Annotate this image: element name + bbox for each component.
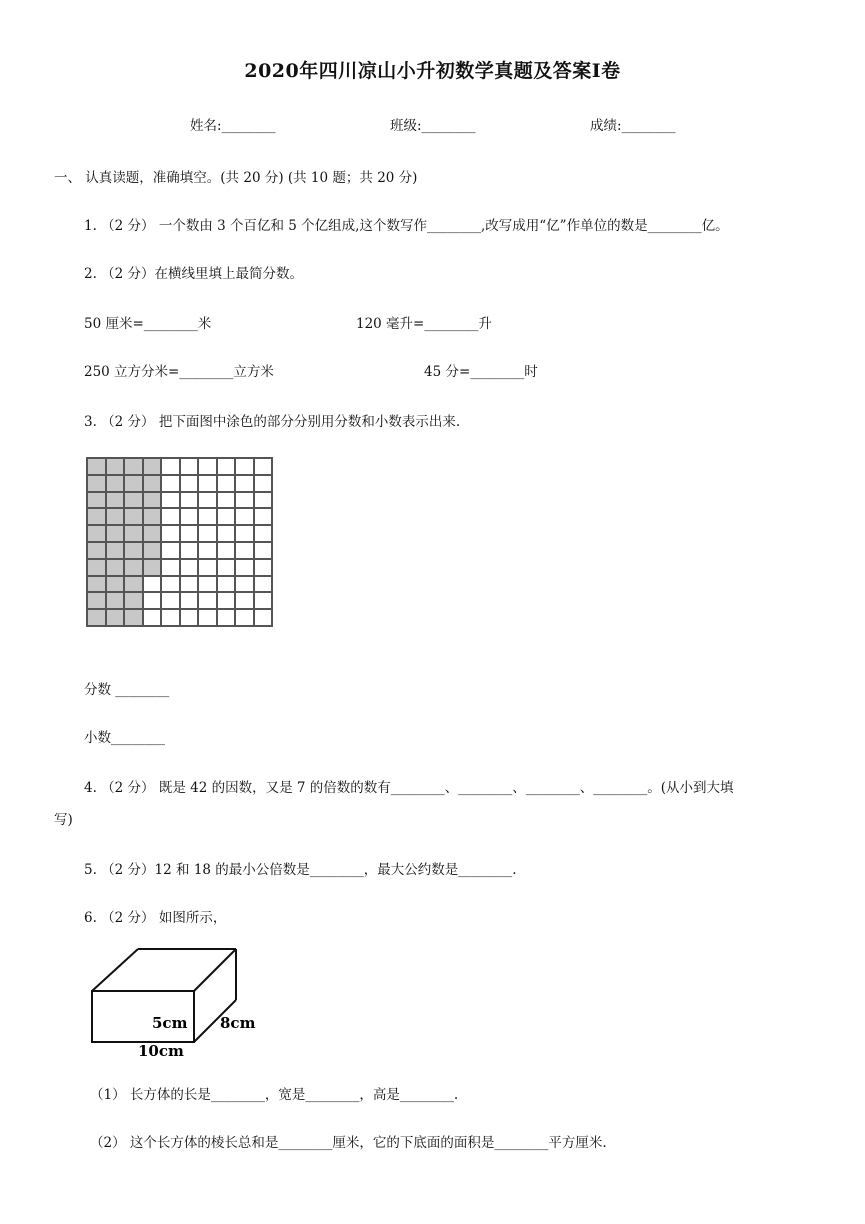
grid-row bbox=[87, 492, 272, 509]
grid-cell bbox=[161, 492, 180, 509]
grid-cell bbox=[254, 508, 273, 525]
grid-cell-shaded bbox=[87, 542, 106, 559]
grid-row bbox=[87, 576, 272, 593]
grid-cell bbox=[217, 592, 236, 609]
grid-cell bbox=[254, 576, 273, 593]
grid-row bbox=[87, 458, 272, 475]
question-2-stem: 2. （2 分）在横线里填上最简分数。 bbox=[84, 266, 304, 282]
grid-cell-shaded bbox=[106, 542, 125, 559]
grid-cell-shaded bbox=[124, 559, 143, 576]
grid-cell bbox=[198, 559, 217, 576]
grid-cell-shaded bbox=[143, 559, 162, 576]
grid-cell-shaded bbox=[106, 525, 125, 542]
grid-cell-shaded bbox=[87, 475, 106, 492]
grid-cell-shaded bbox=[124, 542, 143, 559]
grid-cell bbox=[217, 508, 236, 525]
width-label: 8cm bbox=[220, 1014, 256, 1032]
grid-cell bbox=[235, 592, 254, 609]
grid-cell bbox=[217, 559, 236, 576]
grid-cell bbox=[143, 592, 162, 609]
question-2-b: 120 毫升=________升 bbox=[356, 316, 492, 332]
grid-cell-shaded bbox=[124, 525, 143, 542]
grid-cell-shaded bbox=[124, 458, 143, 475]
grid-cell-shaded bbox=[87, 492, 106, 509]
grid-cell-shaded bbox=[106, 576, 125, 593]
grid-cell bbox=[180, 508, 199, 525]
grid-cell bbox=[143, 609, 162, 626]
hundred-grid-figure bbox=[86, 457, 273, 627]
grid-cell bbox=[180, 592, 199, 609]
grid-cell bbox=[235, 559, 254, 576]
question-1: 1. （2 分） 一个数由 3 个百亿和 5 个亿组成,这个数写作________,改写成用“亿”作单位的数是________亿。 bbox=[84, 218, 729, 234]
grid-cell-shaded bbox=[143, 508, 162, 525]
page-title: 2020年四川凉山小升初数学真题及答案Ⅰ卷 bbox=[244, 60, 621, 82]
grid-cell bbox=[198, 475, 217, 492]
grid-cell bbox=[161, 508, 180, 525]
grid-cell bbox=[143, 576, 162, 593]
grid-cell-shaded bbox=[124, 609, 143, 626]
name-field: 姓名:________ bbox=[190, 118, 276, 134]
grid-row bbox=[87, 592, 272, 609]
grid-cell-shaded bbox=[124, 592, 143, 609]
grid-cell bbox=[254, 525, 273, 542]
grid-cell bbox=[198, 592, 217, 609]
grid-cell-shaded bbox=[87, 559, 106, 576]
grid-cell bbox=[217, 525, 236, 542]
grid-cell-shaded bbox=[106, 492, 125, 509]
grid-cell bbox=[217, 542, 236, 559]
grid-cell-shaded bbox=[87, 458, 106, 475]
grid-cell bbox=[235, 609, 254, 626]
grid-cell bbox=[217, 609, 236, 626]
grid-cell bbox=[235, 475, 254, 492]
grid-cell bbox=[180, 475, 199, 492]
grid-cell bbox=[180, 609, 199, 626]
question-4-line1: 4. （2 分） 既是 42 的因数，又是 7 的倍数的数有________、________、________、________。(从小到大填 bbox=[84, 780, 734, 796]
grid-cell bbox=[161, 592, 180, 609]
question-2-c: 250 立方分米=________立方米 bbox=[84, 364, 274, 380]
grid-cell bbox=[198, 525, 217, 542]
grid-row bbox=[87, 542, 272, 559]
grid-cell bbox=[198, 542, 217, 559]
grid-cell bbox=[254, 609, 273, 626]
grid-cell bbox=[235, 508, 254, 525]
grid-cell bbox=[198, 609, 217, 626]
question-2-a: 50 厘米=________米 bbox=[84, 316, 212, 332]
grid-cell bbox=[235, 576, 254, 593]
score-field: 成绩:________ bbox=[590, 118, 676, 134]
grid-row bbox=[87, 475, 272, 492]
grid-row bbox=[87, 525, 272, 542]
grid-cell bbox=[180, 542, 199, 559]
question-5: 5. （2 分）12 和 18 的最小公倍数是________，最大公约数是________. bbox=[84, 862, 517, 878]
grid-cell-shaded bbox=[143, 458, 162, 475]
cuboid-edge bbox=[92, 949, 138, 991]
question-3-decimal: 小数________ bbox=[84, 730, 165, 746]
grid-cell bbox=[198, 492, 217, 509]
grid-cell bbox=[235, 525, 254, 542]
grid-cell bbox=[217, 475, 236, 492]
grid-cell bbox=[161, 576, 180, 593]
grid-cell-shaded bbox=[106, 559, 125, 576]
height-label: 5cm bbox=[152, 1014, 188, 1032]
grid-cell-shaded bbox=[87, 592, 106, 609]
cuboid-edge bbox=[194, 949, 236, 991]
grid-cell bbox=[254, 458, 273, 475]
grid-cell bbox=[161, 559, 180, 576]
question-6-sub2: （2） 这个长方体的棱长总和是________厘米，它的下底面的面积是________平方厘米. bbox=[90, 1135, 607, 1151]
grid-cell bbox=[161, 542, 180, 559]
grid-row bbox=[87, 559, 272, 576]
grid-cell-shaded bbox=[124, 508, 143, 525]
grid-cell bbox=[217, 492, 236, 509]
question-6-sub1: （1） 长方体的长是________，宽是________，高是________. bbox=[90, 1087, 459, 1103]
grid-cell-shaded bbox=[87, 508, 106, 525]
grid-cell-shaded bbox=[124, 475, 143, 492]
grid-cell-shaded bbox=[143, 492, 162, 509]
grid-cell bbox=[161, 525, 180, 542]
grid-row bbox=[87, 508, 272, 525]
grid-cell bbox=[180, 576, 199, 593]
grid-cell-shaded bbox=[106, 458, 125, 475]
grid-cell bbox=[217, 576, 236, 593]
length-label: 10cm bbox=[138, 1042, 184, 1060]
grid-cell bbox=[217, 458, 236, 475]
question-6-stem: 6. （2 分） 如图所示， bbox=[84, 910, 227, 926]
grid-cell bbox=[254, 475, 273, 492]
grid-cell-shaded bbox=[106, 475, 125, 492]
grid-cell-shaded bbox=[143, 475, 162, 492]
question-2-d: 45 分=________时 bbox=[424, 364, 538, 380]
grid-cell bbox=[254, 492, 273, 509]
grid-cell bbox=[198, 508, 217, 525]
grid-cell bbox=[180, 525, 199, 542]
grid-cell-shaded bbox=[143, 525, 162, 542]
question-3-stem: 3. （2 分） 把下面图中涂色的部分分别用分数和小数表示出来. bbox=[84, 414, 461, 430]
grid-cell-shaded bbox=[87, 576, 106, 593]
grid-cell bbox=[180, 492, 199, 509]
grid-cell bbox=[254, 592, 273, 609]
grid-cell bbox=[254, 559, 273, 576]
cuboid-figure bbox=[80, 940, 280, 1065]
grid-cell-shaded bbox=[87, 525, 106, 542]
grid-cell bbox=[254, 542, 273, 559]
grid-cell bbox=[161, 458, 180, 475]
grid-cell-shaded bbox=[143, 542, 162, 559]
grid-cell bbox=[235, 542, 254, 559]
grid-cell bbox=[198, 458, 217, 475]
question-4-line2: 写) bbox=[54, 812, 73, 828]
grid-cell bbox=[161, 475, 180, 492]
grid-cell-shaded bbox=[106, 592, 125, 609]
grid-cell bbox=[161, 609, 180, 626]
grid-cell-shaded bbox=[124, 576, 143, 593]
question-3-fraction: 分数 ________ bbox=[84, 682, 170, 698]
section-heading: 一、 认真读题，准确填空。(共 20 分) (共 10 题；共 20 分) bbox=[54, 170, 418, 186]
grid-cell bbox=[180, 559, 199, 576]
grid-cell bbox=[180, 458, 199, 475]
grid-cell bbox=[198, 576, 217, 593]
grid-cell-shaded bbox=[87, 609, 106, 626]
grid-row bbox=[87, 609, 272, 626]
grid-cell bbox=[235, 492, 254, 509]
grid-cell-shaded bbox=[106, 508, 125, 525]
class-field: 班级:________ bbox=[390, 118, 476, 134]
grid-cell-shaded bbox=[106, 609, 125, 626]
grid-cell-shaded bbox=[124, 492, 143, 509]
grid-cell bbox=[235, 458, 254, 475]
